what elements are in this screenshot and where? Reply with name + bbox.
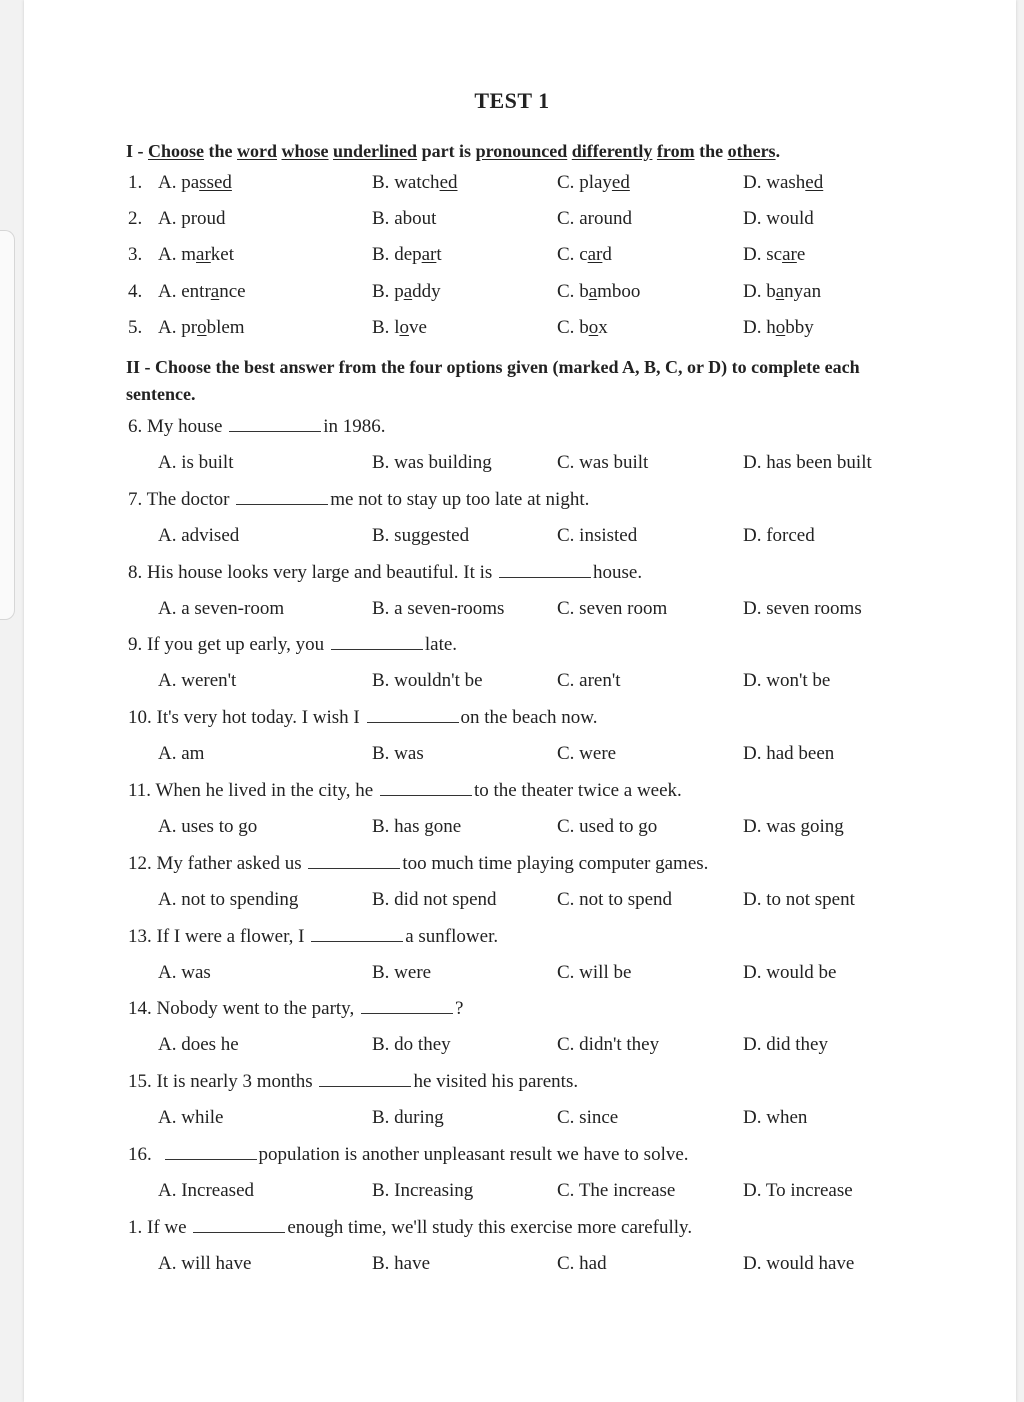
answer-option: B. do they xyxy=(372,1034,451,1055)
option-text: dep xyxy=(394,244,422,265)
question-text xyxy=(128,489,589,511)
option-text: entr xyxy=(181,281,211,302)
question-number: 12. xyxy=(128,853,157,874)
answer-blank xyxy=(380,780,472,796)
option-text: ket xyxy=(210,244,234,265)
answer-option xyxy=(372,208,436,230)
test-title: TEST 1 xyxy=(474,88,550,113)
option-text: wash xyxy=(766,172,806,193)
section-2-heading: II - Choose the best answer from the four options given (marked A, B, C, or D) to complete each sentence. xyxy=(126,357,860,404)
option-text: c xyxy=(579,244,588,265)
sentence-start: It is nearly 3 months xyxy=(156,1071,318,1092)
question-number: 4. xyxy=(128,281,143,302)
question-text xyxy=(128,1144,689,1166)
question-row xyxy=(0,244,1024,272)
answer-option: C. will be xyxy=(557,962,632,983)
sentence-end: population is another unpleasant result we have to solve. xyxy=(258,1144,689,1165)
option-text: about xyxy=(394,208,437,229)
answer-option: A. a seven-room xyxy=(158,598,285,619)
option-label: B. xyxy=(372,208,395,229)
question-text xyxy=(128,1217,692,1239)
heading-word: differently xyxy=(571,141,653,161)
option-text: blem xyxy=(206,317,245,338)
option-label: D. xyxy=(743,317,767,338)
option-text: b xyxy=(579,317,589,338)
answer-option xyxy=(743,281,821,303)
underlined-part: a xyxy=(210,281,220,302)
answer-option: C. insisted xyxy=(557,525,638,546)
question-number: 1. xyxy=(128,172,143,193)
answer-option: A. not to spending xyxy=(158,889,299,910)
answer-option xyxy=(557,244,612,266)
question-number: 7. xyxy=(128,489,147,510)
question-row xyxy=(0,562,1024,590)
sentence-start: When he lived in the city, he xyxy=(155,780,378,801)
answer-option xyxy=(372,244,442,266)
answer-option xyxy=(557,208,632,230)
heading-word: word xyxy=(237,141,278,161)
options-row xyxy=(0,1253,1024,1281)
option-label: D. xyxy=(743,208,767,229)
option-label: D. xyxy=(743,172,767,193)
answer-option xyxy=(158,281,246,303)
question-row xyxy=(0,489,1024,517)
question-row xyxy=(0,317,1024,345)
answer-option xyxy=(743,172,823,194)
answer-option: B. suggested xyxy=(372,525,470,546)
option-label: C. xyxy=(557,317,580,338)
section-1-heading xyxy=(126,138,901,165)
sentence-start: If I were a flower, I xyxy=(156,926,310,947)
options-row xyxy=(0,816,1024,844)
option-label: B. xyxy=(372,317,395,338)
answer-option xyxy=(158,172,232,194)
option-text: nce xyxy=(219,281,246,302)
answer-option: D. forced xyxy=(743,525,815,546)
options-row xyxy=(0,670,1024,698)
answer-option: B. did not spend xyxy=(372,889,497,910)
answer-option: D. had been xyxy=(743,743,835,764)
answer-option: B. was xyxy=(372,743,424,764)
underlined-part: ed xyxy=(805,172,824,193)
question-number: 6. xyxy=(128,416,147,437)
underlined-part: ar xyxy=(782,244,797,265)
sentence-end: house. xyxy=(593,562,643,583)
answer-option xyxy=(372,281,441,303)
question-row xyxy=(0,208,1024,236)
question-number: 1. xyxy=(128,1217,147,1238)
answer-option: D. when xyxy=(743,1107,808,1128)
heading-word: pronounced xyxy=(475,141,568,161)
answer-blank xyxy=(311,926,403,942)
sentence-end: ? xyxy=(454,998,464,1019)
answer-option: C. aren't xyxy=(557,670,621,691)
answer-option: D. won't be xyxy=(743,670,831,691)
question-text xyxy=(128,416,386,438)
option-text: pr xyxy=(181,317,198,338)
question-row xyxy=(0,998,1024,1026)
underlined-part: a xyxy=(588,281,598,302)
options-row xyxy=(0,743,1024,771)
question-text xyxy=(128,634,457,656)
option-text: around xyxy=(579,208,632,229)
options-row xyxy=(0,452,1024,480)
answer-blank xyxy=(165,1144,257,1160)
underlined-part: o xyxy=(197,317,207,338)
heading-word: whose xyxy=(281,141,329,161)
question-number: 13. xyxy=(128,926,157,947)
options-row xyxy=(0,1107,1024,1135)
answer-option: B. Increasing xyxy=(372,1180,474,1201)
answer-option xyxy=(557,172,630,194)
answer-option: A. does he xyxy=(158,1034,239,1055)
option-text: pa xyxy=(181,172,200,193)
heading-word: the xyxy=(694,141,728,161)
underlined-part: o xyxy=(775,317,786,338)
question-number: 2. xyxy=(128,208,143,229)
answer-blank xyxy=(236,489,328,505)
answer-option xyxy=(743,244,805,266)
option-text: t xyxy=(436,244,442,265)
answer-option: C. seven room xyxy=(557,598,668,619)
option-label: B. xyxy=(372,244,395,265)
option-text: x xyxy=(598,317,608,338)
option-text: d xyxy=(602,244,612,265)
sentence-end: in 1986. xyxy=(323,416,386,437)
heading-word: part is xyxy=(417,141,476,161)
answer-option: C. was built xyxy=(557,452,649,473)
sentence-end: he visited his parents. xyxy=(413,1071,579,1092)
heading-word: the xyxy=(204,141,238,161)
option-label: A. xyxy=(158,317,182,338)
answer-blank xyxy=(319,1071,411,1087)
answer-blank xyxy=(229,416,321,432)
option-text: l xyxy=(394,317,400,338)
option-text: b xyxy=(579,281,589,302)
question-row xyxy=(0,1217,1024,1245)
option-text: e xyxy=(796,244,806,265)
answer-option: D. would be xyxy=(743,962,837,983)
options-row xyxy=(0,598,1024,626)
answer-blank xyxy=(308,853,400,869)
question-text xyxy=(128,1071,578,1093)
option-text: sc xyxy=(766,244,783,265)
answer-option: A. is built xyxy=(158,452,234,473)
heading-word: from xyxy=(656,141,695,161)
sentence-start: His house looks very large and beautiful. It is xyxy=(147,562,498,583)
underlined-part: ed xyxy=(439,172,458,193)
answer-option xyxy=(743,208,814,230)
answer-option xyxy=(743,317,814,339)
sentence-start: My house xyxy=(147,416,228,437)
answer-option: B. was building xyxy=(372,452,492,473)
question-number: 10. xyxy=(128,707,157,728)
answer-option: A. weren't xyxy=(158,670,237,691)
underlined-part: ar xyxy=(421,244,437,265)
option-text: p xyxy=(394,281,404,302)
answer-option: D. did they xyxy=(743,1034,828,1055)
option-text: mboo xyxy=(597,281,641,302)
sentence-start: Nobody went to the party, xyxy=(156,998,359,1019)
sentence-end: late. xyxy=(424,634,458,655)
options-row xyxy=(0,1034,1024,1062)
answer-option: B. wouldn't be xyxy=(372,670,483,691)
answer-option: C. not to spend xyxy=(557,889,673,910)
question-number: 5. xyxy=(128,317,143,338)
question-row xyxy=(0,1144,1024,1172)
question-number: 9. xyxy=(128,634,147,655)
answer-option: D. to not spent xyxy=(743,889,855,910)
answer-option: C. were xyxy=(557,743,617,764)
option-label: D. xyxy=(743,244,767,265)
underlined-part: o xyxy=(399,317,409,338)
sentence-end: enough time, we'll study this exercise more carefully. xyxy=(287,1217,693,1238)
answer-blank xyxy=(367,707,459,723)
answer-blank xyxy=(499,562,591,578)
option-text: ve xyxy=(408,317,427,338)
option-text: nyan xyxy=(784,281,822,302)
underlined-part: ed xyxy=(611,172,630,193)
option-label: A. xyxy=(158,208,182,229)
answer-option xyxy=(158,317,245,339)
option-label: C. xyxy=(557,281,580,302)
underlined-part: ar xyxy=(196,244,211,265)
sentence-start: My father asked us xyxy=(156,853,307,874)
heading-word: underlined xyxy=(333,141,418,161)
heading-word: others xyxy=(727,141,776,161)
answer-option: C. had xyxy=(557,1253,607,1274)
question-text xyxy=(128,562,642,584)
answer-option: D. has been built xyxy=(743,452,872,473)
underlined-part: ar xyxy=(587,244,603,265)
option-text: m xyxy=(181,244,197,265)
answer-option: D. seven rooms xyxy=(743,598,862,619)
answer-option: B. during xyxy=(372,1107,444,1128)
sentence-end: on the beach now. xyxy=(460,707,598,728)
answer-option: A. while xyxy=(158,1107,224,1128)
option-text: b xyxy=(766,281,776,302)
answer-blank xyxy=(361,998,453,1014)
option-label: A. xyxy=(158,172,182,193)
option-label: C. xyxy=(557,172,580,193)
options-row xyxy=(0,889,1024,917)
answer-option: B. have xyxy=(372,1253,431,1274)
answer-option xyxy=(372,172,458,194)
question-text xyxy=(128,707,598,729)
question-number: 11. xyxy=(128,780,156,801)
option-label: C. xyxy=(557,208,580,229)
question-row xyxy=(0,853,1024,881)
option-label: D. xyxy=(743,281,767,302)
answer-option: C. since xyxy=(557,1107,619,1128)
question-text xyxy=(128,780,682,802)
option-text: would xyxy=(766,208,814,229)
answer-option xyxy=(158,208,226,230)
question-row xyxy=(0,634,1024,662)
sentence-start: If we xyxy=(147,1217,192,1238)
answer-option: A. uses to go xyxy=(158,816,258,837)
options-row xyxy=(0,962,1024,990)
question-row xyxy=(0,416,1024,444)
answer-option: D. was going xyxy=(743,816,844,837)
underlined-part: a xyxy=(403,281,413,302)
question-number: 8. xyxy=(128,562,147,583)
option-text: proud xyxy=(181,208,226,229)
sentence-end: to the theater twice a week. xyxy=(473,780,682,801)
answer-option: D. To increase xyxy=(743,1180,853,1201)
answer-option: C. didn't they xyxy=(557,1034,660,1055)
option-label: A. xyxy=(158,244,182,265)
question-row xyxy=(0,707,1024,735)
answer-option: A. will have xyxy=(158,1253,252,1274)
question-row xyxy=(0,926,1024,954)
answer-option: C. used to go xyxy=(557,816,658,837)
question-row xyxy=(0,1071,1024,1099)
underlined-part: a xyxy=(775,281,785,302)
answer-option: C. The increase xyxy=(557,1180,676,1201)
question-row xyxy=(0,281,1024,309)
question-row xyxy=(0,780,1024,808)
answer-option: A. was xyxy=(158,962,211,983)
option-text: watch xyxy=(394,172,440,193)
question-row xyxy=(0,172,1024,200)
answer-option: B. were xyxy=(372,962,432,983)
answer-blank xyxy=(193,1217,285,1233)
answer-option xyxy=(372,317,427,339)
answer-option xyxy=(557,281,640,303)
option-text: ddy xyxy=(412,281,441,302)
sentence-end: too much time playing computer games. xyxy=(402,853,709,874)
underlined-part: o xyxy=(588,317,599,338)
option-label: B. xyxy=(372,172,395,193)
option-label: B. xyxy=(372,281,395,302)
options-row xyxy=(0,525,1024,553)
answer-option xyxy=(158,244,234,266)
question-number: 14. xyxy=(128,998,157,1019)
option-label: C. xyxy=(557,244,580,265)
answer-option: B. has gone xyxy=(372,816,462,837)
option-text: h xyxy=(766,317,776,338)
option-text: play xyxy=(579,172,612,193)
sentence-start: It's very hot today. I wish I xyxy=(156,707,365,728)
answer-blank xyxy=(331,634,423,650)
answer-option: A. am xyxy=(158,743,205,764)
answer-option: A. Increased xyxy=(158,1180,255,1201)
answer-option: D. would have xyxy=(743,1253,855,1274)
question-number: 16. xyxy=(128,1144,157,1165)
question-number: 3. xyxy=(128,244,143,265)
option-text: bby xyxy=(785,317,814,338)
question-text xyxy=(128,926,498,948)
answer-option: B. a seven-rooms xyxy=(372,598,505,619)
answer-option xyxy=(557,317,608,339)
answer-option: A. advised xyxy=(158,525,240,546)
option-label: A. xyxy=(158,281,182,302)
options-row xyxy=(0,1180,1024,1208)
heading-word: I - xyxy=(126,141,148,161)
question-text xyxy=(128,998,463,1020)
question-text xyxy=(128,853,708,875)
underlined-part: ssed xyxy=(199,172,232,193)
sentence-start: If you get up early, you xyxy=(147,634,329,655)
sentence-start: The doctor xyxy=(146,489,235,510)
sentence-end: me not to stay up too late at night. xyxy=(330,489,590,510)
heading-word: . xyxy=(775,141,781,161)
question-number: 15. xyxy=(128,1071,157,1092)
sentence-end: a sunflower. xyxy=(405,926,499,947)
heading-word: Choose xyxy=(148,141,205,161)
